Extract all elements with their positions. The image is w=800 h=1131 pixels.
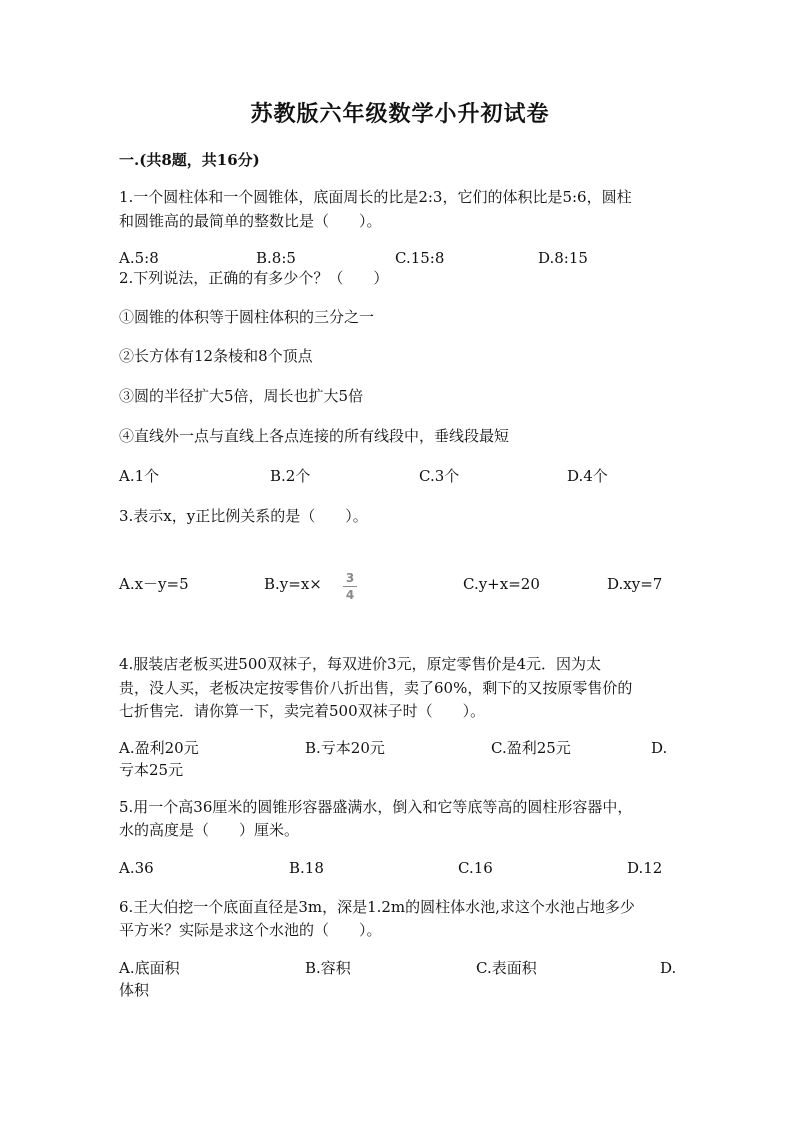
question-3-option-b: B.y=x× [264, 575, 322, 593]
question-1-option-d: D.8:15 [538, 249, 588, 267]
section-heading: 一.(共8题，共16分) [119, 151, 260, 169]
fraction-bar [343, 586, 357, 587]
question-3-option-d: D.xy=7 [607, 575, 663, 593]
question-6-option-d: D. [660, 959, 677, 977]
question-6-stem-line-2: 平方米？实际是求这个水池的（ ）。 [119, 921, 382, 939]
question-6-option-d-text: 体积 [119, 981, 150, 999]
question-6-option-b: B.容积 [305, 959, 351, 977]
question-4-option-d-text: 亏本25元 [119, 761, 184, 779]
question-3-option-a: A.x－y=5 [119, 575, 189, 593]
question-1-stem-line-2: 和圆锥高的最简单的整数比是（ ）。 [119, 212, 382, 230]
question-4-option-a: A.盈利20元 [119, 739, 199, 757]
question-2-option-b: B.2个 [270, 467, 311, 485]
question-3-option-c: C.y+x=20 [463, 575, 540, 593]
question-5-stem-line-1: 5.用一个高36厘米的圆锥形容器盛满水，倒入和它等底等高的圆柱形容器中， [119, 798, 633, 816]
question-6-option-a: A.底面积 [119, 959, 180, 977]
question-2-option-c: C.3个 [419, 467, 460, 485]
question-3-stem: 3.表示x，y正比例关系的是（ ）。 [119, 507, 368, 525]
question-4-stem-line-2: 贵，没人买，老板决定按零售价八折出售，卖了60%，剩下的又按原零售价的 [119, 679, 633, 697]
question-5-option-a: A.36 [119, 859, 154, 877]
question-4-option-b: B.亏本20元 [305, 739, 385, 757]
question-2-option-d: D.4个 [567, 467, 608, 485]
question-4-stem-line-3: 七折售完．请你算一下，卖完着500双袜子时（ ）。 [119, 702, 486, 720]
question-1-option-c: C.15:8 [395, 249, 445, 267]
question-5-option-b: B.18 [289, 859, 324, 877]
question-4-option-c: C.盈利25元 [491, 739, 571, 757]
question-5-option-c: C.16 [458, 859, 493, 877]
question-4-stem-line-1: 4.服装店老板买进500双袜子，每双进价3元，原定零售价是4元．因为太 [119, 655, 602, 673]
fraction-numerator: 3 [345, 571, 355, 585]
fraction-denominator: 4 [345, 588, 355, 602]
question-1-option-a: A.5:8 [119, 249, 159, 267]
question-4-option-d: D. [651, 739, 668, 757]
question-1-option-b: B.8:5 [256, 249, 296, 267]
question-2-statement-4: ④直线外一点与直线上各点连接的所有线段中，垂线段最短 [119, 427, 510, 445]
question-6-stem-line-1: 6.王大伯挖一个底面直径是3m，深是1.2m的圆柱体水池,求这个水池占地多少 [119, 898, 635, 916]
question-5-option-d: D.12 [627, 859, 663, 877]
question-2-statement-1: ①圆锥的体积等于圆柱体积的三分之一 [119, 308, 375, 326]
fraction-three-quarters [343, 572, 357, 601]
question-2-stem: 2.下列说法，正确的有多少个？（ ） [119, 269, 389, 287]
question-6-option-c: C.表面积 [476, 959, 537, 977]
question-5-stem-line-2: 水的高度是（ ）厘米。 [119, 821, 300, 839]
question-1-stem-line-1: 1.一个圆柱体和一个圆锥体，底面周长的比是2:3，它们的体积比是5:6，圆柱 [119, 188, 632, 206]
exam-title: 苏教版六年级数学小升初试卷 [250, 101, 550, 127]
question-2-option-a: A.1个 [119, 467, 160, 485]
question-2-statement-2: ②长方体有12条棱和8个顶点 [119, 347, 313, 365]
question-2-statement-3: ③圆的半径扩大5倍，周长也扩大5倍 [119, 387, 364, 405]
